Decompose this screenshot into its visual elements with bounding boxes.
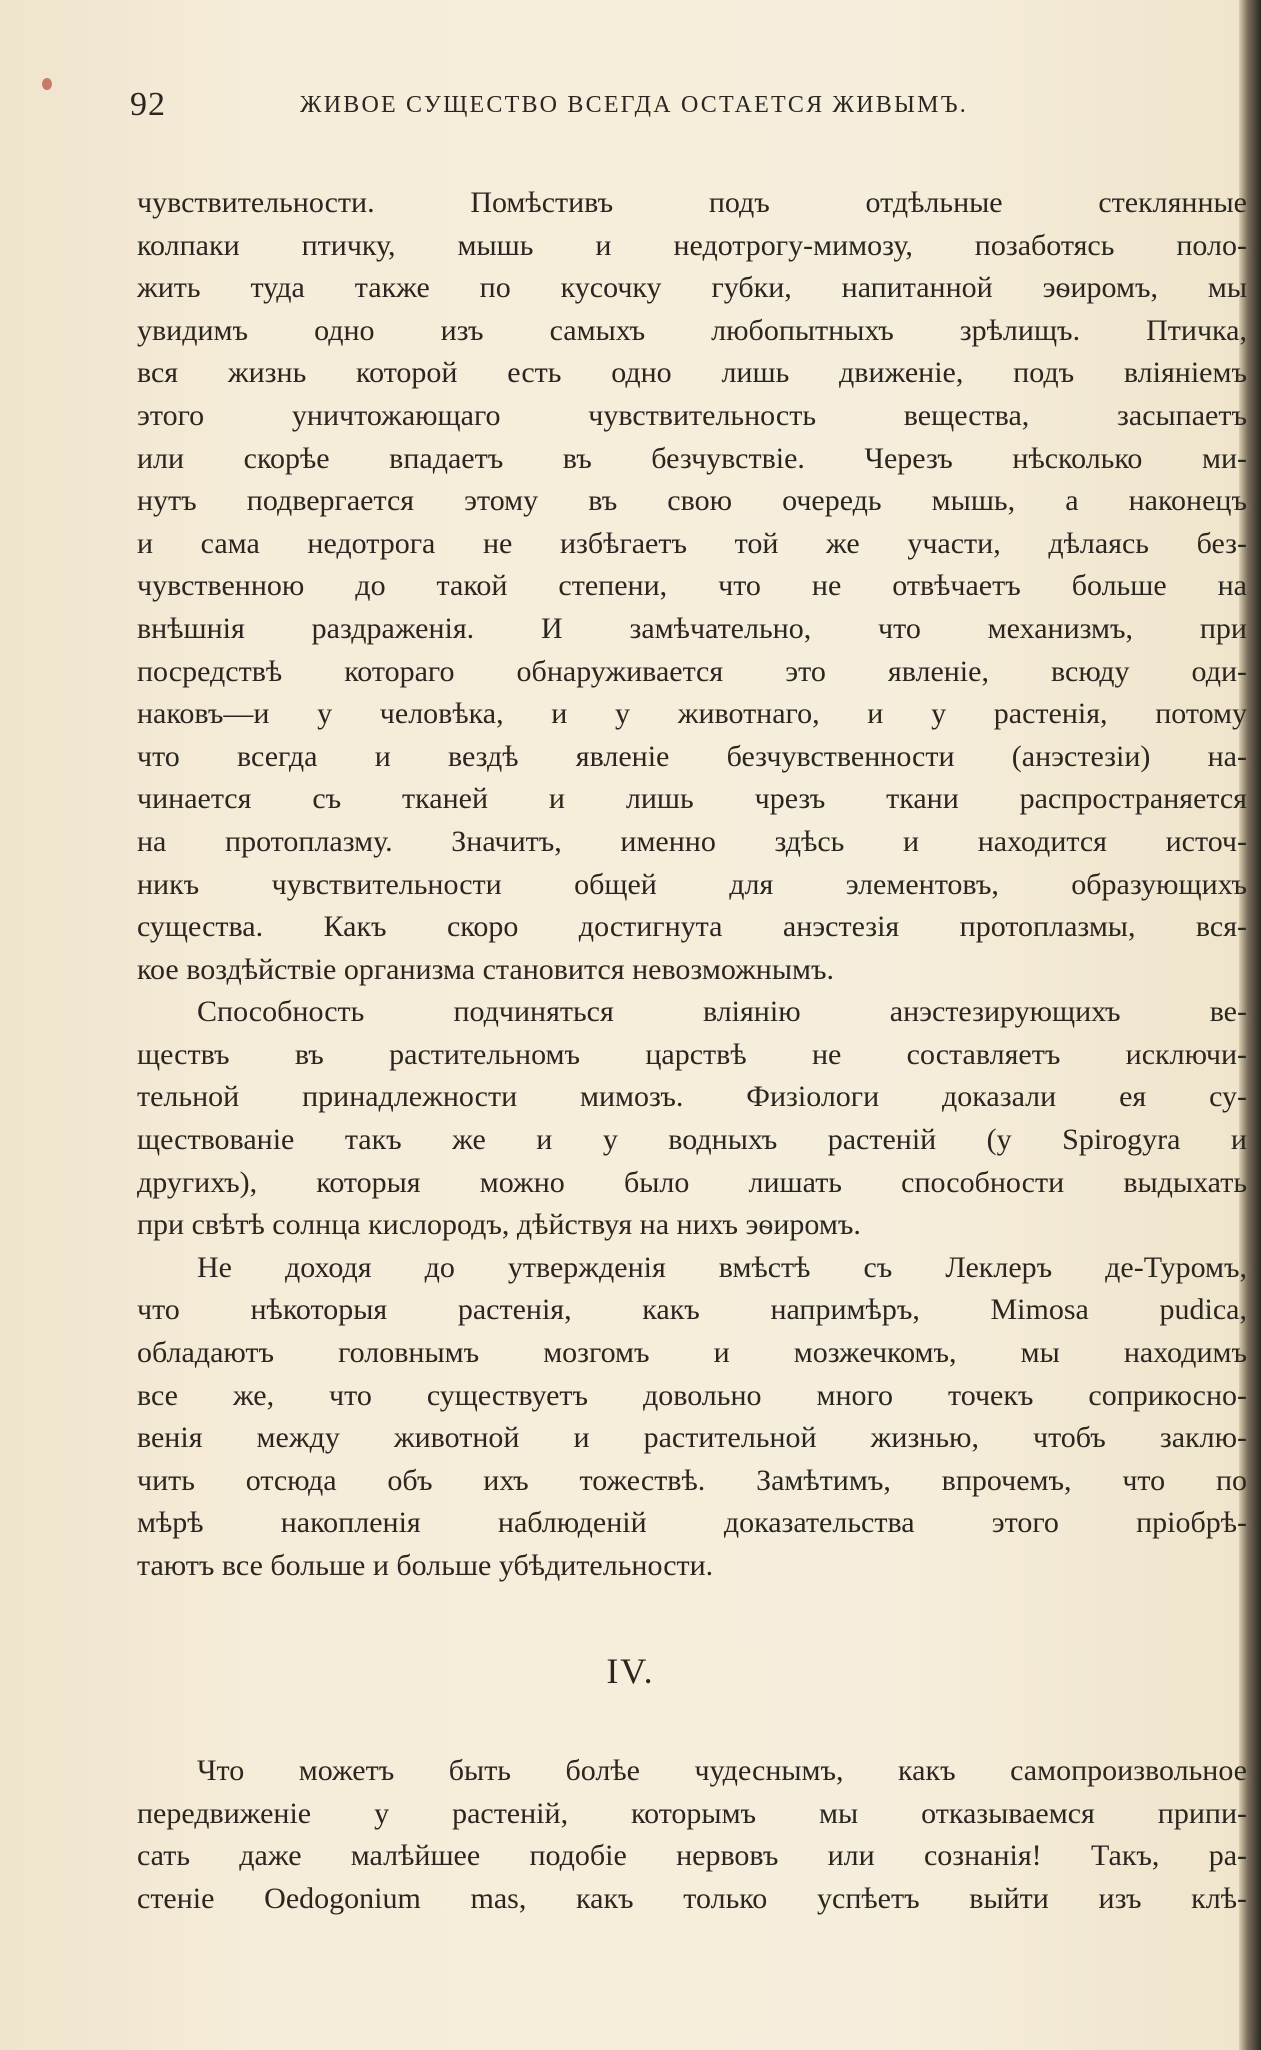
text-line: посредствѣ котораго обнаруживается это явленіе, всюду оди- (137, 654, 1247, 688)
page-header (130, 86, 1230, 126)
text-line: чинается съ тканей и лишь чрезъ ткани распространяется (137, 782, 1247, 816)
text-line: никъ чувствительности общей для элементовъ, образующихъ (137, 867, 1247, 901)
text-line: обладаютъ головнымъ мозгомъ и мозжечкомъ, мы находимъ (137, 1336, 1247, 1370)
text-line: внѣшнія раздраженія. И замѣчательно, что механизмъ, при (137, 611, 1247, 645)
text-line: сать даже малѣйшее подобіе нервовъ или сознанія! Такъ, ра- (137, 1839, 1247, 1873)
text-line: колпаки птичку, мышь и недотрогу-мимозу, позаботясь поло- (137, 228, 1247, 262)
text-line: другихъ), которыя можно было лишать способности выдыхать (137, 1165, 1247, 1199)
text-line: что всегда и вездѣ явленіе безчувственности (анэстезіи) на- (137, 739, 1247, 773)
ink-spot (42, 78, 52, 90)
section-text (137, 1750, 1247, 1920)
text-line: существа. Какъ скоро достигнута анэстезія протоплазмы, вся- (137, 910, 1247, 944)
text-line: все же, что существуетъ довольно много точекъ соприкосно- (137, 1378, 1247, 1412)
text-line: чить отсюда объ ихъ тожествѣ. Замѣтимъ, впрочемъ, что по (137, 1463, 1247, 1497)
page-number: 92 (130, 86, 166, 123)
text-line: ществъ въ растительномъ царствѣ не составляетъ исключи- (137, 1037, 1247, 1071)
text-line: венія между животной и растительной жизнью, чтобъ заклю- (137, 1421, 1247, 1455)
text-line: стеніе Oedogonium mas, какъ только успѣетъ выйти изъ клѣ- (137, 1881, 1247, 1915)
text-line: или скорѣе впадаетъ въ безчувствіе. Черезъ нѣсколько ми- (137, 441, 1247, 475)
text-line: передвиженіе у растеній, которымъ мы отказываемся припи- (137, 1796, 1247, 1830)
text-line: на протоплазму. Значитъ, именно здѣсь и находится источ- (137, 824, 1247, 858)
text-line: при свѣтѣ солнца кислородъ, дѣйствуя на нихъ эѳиромъ. (137, 1208, 861, 1242)
text-line: таютъ все больше и больше убѣдительности. (137, 1549, 714, 1582)
text-line: увидимъ одно изъ самыхъ любопытныхъ зрѣлищъ. Птичка, (137, 313, 1247, 347)
text-line: нутъ подвергается этому въ свою очередь мышь, а наконецъ (137, 484, 1247, 518)
text-line: вся жизнь которой есть одно лишь движеніе, подъ вліяніемъ (137, 356, 1247, 390)
text-line: ществованіе такъ же и у водныхъ растеній (у Spirogyra и (137, 1123, 1247, 1157)
text-line: жить туда также по кусочку губки, напитанной эѳиромъ, мы (137, 271, 1247, 305)
text-line: этого уничтожающаго чувствительность вещества, засыпаетъ (137, 398, 1247, 432)
text-line: Способность подчиняться вліянію анэстезирующихъ ве- (197, 995, 1247, 1029)
text-line: и сама недотрога не избѣгаетъ той же участи, дѣлаясь без- (137, 526, 1247, 560)
text-line: тельной принадлежности мимозъ. Физіологи доказали ея су- (137, 1080, 1247, 1114)
running-head: ЖИВОЕ СУЩЕСТВО ВСЕГДА ОСТАЕТСЯ ЖИВЫМЪ. (300, 92, 968, 118)
text-line: наковъ—и у человѣка, и у животнаго, и у растенія, потому (137, 697, 1247, 731)
text-line: Что можетъ быть болѣе чудеснымъ, какъ самопроизвольное (197, 1754, 1247, 1787)
text-line: Не доходя до утвержденія вмѣстѣ съ Леклеръ де-Туромъ, (197, 1250, 1247, 1284)
text-line: мѣрѣ накопленія наблюденій доказательства этого пріобрѣ- (137, 1506, 1247, 1540)
text-line: чувствительности. Помѣстивъ подъ отдѣльные стеклянные (137, 186, 1247, 219)
body-text (137, 182, 1247, 1588)
text-line: что нѣкоторыя растенія, какъ напримѣръ, Mimosa pudica, (137, 1293, 1247, 1327)
text-line: кое воздѣйствіе организма становится невозможнымъ. (137, 952, 835, 986)
section-heading: IV. (606, 1651, 655, 1691)
text-line: чувственною до такой степени, что не отвѣчаетъ больше на (137, 569, 1247, 603)
